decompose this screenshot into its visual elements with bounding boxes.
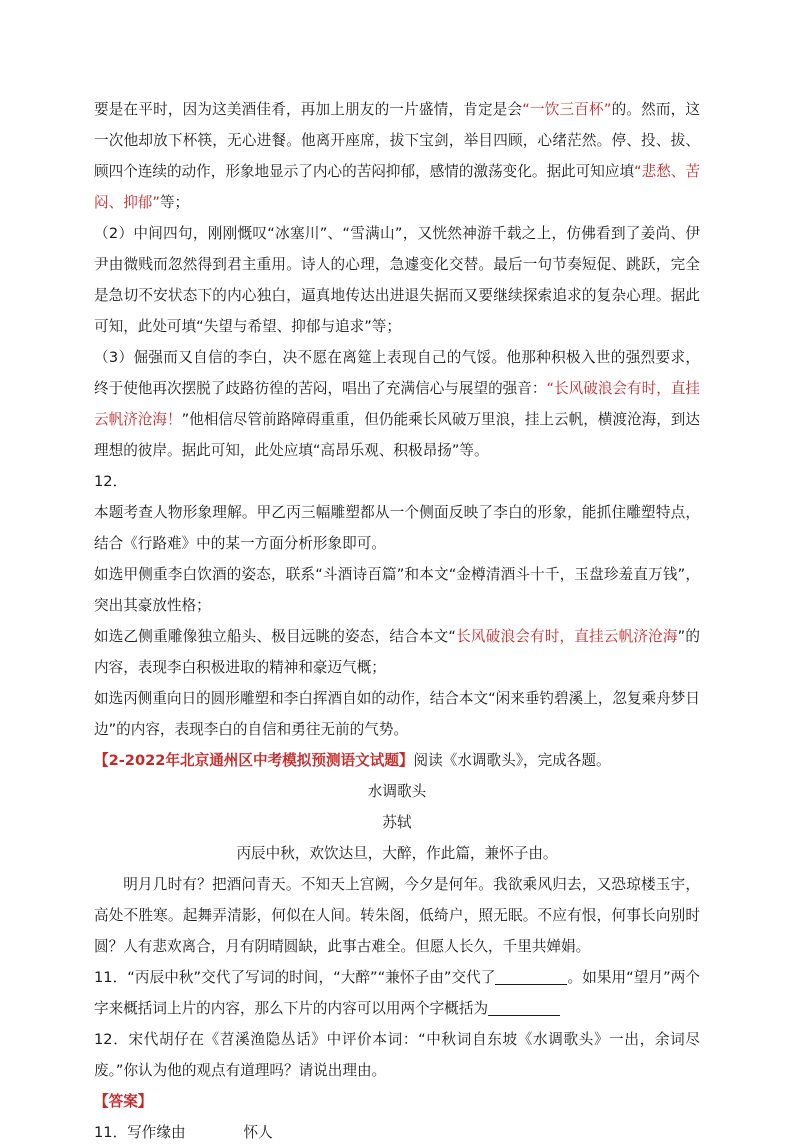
poem-title: 水调歌头 xyxy=(367,783,427,800)
poem-body: 明月几时有？把酒问青天。不知天上宫阙，今夕是何年。我欲乘风归去，又恐琼楼玉宇，高处不胜寒。起舞弄清影，何似在人间。转朱阁，低绮户，照无眠。不应有恨，何事长向别时圆？人有悲欢离合，月有阴晴圆缺，此事古难全。但愿人长久，千里共婵娟。 xyxy=(94,876,700,955)
question-11: 11．“丙辰中秋”交代了写词的时间，“大醉”“兼怀子由”交代了 。如果用“望月”两个字来概括词上片的内容，那么下片的内容可以用两个字概括为 xyxy=(94,962,700,1024)
question-12-number: 12． xyxy=(94,473,128,490)
analysis-paragraph-1: 要是在平时，因为这美酒佳肴，再加上朋友的一片盛情，肯定是会“一饮三百杯”的。然而，这一次他却放下杯筷，无心进餐。他离开座席，拔下宝剑，举目四顾，心绪茫然。停、投、拔、顾四个连续的动作，形象地显示了内心的苦闷抑郁，感情的激荡变化。据此可知应填“悲愁、苦闷、抑郁”等； xyxy=(94,101,700,211)
question-12b: 12．宋代胡仔在《苕溪渔隐丛话》中评价本词：“中秋词自东坡《水调歌头》一出，余词尽废。”你认为他的观点有道理吗？请说出理由。 xyxy=(94,1031,700,1079)
quote-highlight: “一饮三百杯” xyxy=(522,101,612,118)
poem-preface: 丙辰中秋，欢饮达旦，大醉，作此篇，兼怀子由。 xyxy=(236,845,558,862)
answer-label: 【答案】 xyxy=(94,1093,153,1110)
quote-highlight: “悲愁、苦闷、抑郁” xyxy=(94,163,700,211)
answer-blank[interactable] xyxy=(488,997,560,1016)
document-content xyxy=(94,94,700,1148)
poem-author: 苏轼 xyxy=(382,814,412,831)
answer-11: 11．写作缘由 怀人 xyxy=(94,1124,273,1141)
analysis-paragraph-3: （3）倔强而又自信的李白，决不愿在离筵上表现自己的气馁。他那种积极入世的强烈要求，终于使他再次摆脱了歧路彷徨的苦闷，唱出了充满信心与展望的强音：“长风破浪会有时，直挂云帆济沧海！”他相信尽管前路障碍重重，但仍能乘长风破万里浪，挂上云帆，横渡沧海，到达理想的彼岸。据此可知，此处应填“高昂乐观、积极昂扬”等。 xyxy=(94,349,700,459)
question-12-option-bing: 如选丙侧重向日的圆形雕塑和李白挥酒自如的动作，结合本文“闲来垂钓碧溪上，忽复乘舟梦日边”的内容，表现李白的自信和勇往无前的气势。 xyxy=(94,690,700,738)
question-12-option-yi: 如选乙侧重雕像独立船头、极目远眺的姿态，结合本文“长风破浪会有时，直挂云帆济沧海”的内容，表现李白积极进取的精神和豪迈气概； xyxy=(94,628,700,676)
analysis-paragraph-2: （2）中间四句，刚刚慨叹“冰塞川”、“雪满山”，又恍然神游千载之上，仿佛看到了姜尚、伊尹由微贱而忽然得到君主重用。诗人的心理，急遽变化交替。最后一句节奏短促、跳跃，完全是急切不安状态下的内心独白，逼真地传达出进退失据而又要继续探索追求的复杂心理。据此可知，此处可填“失望与希望、抑郁与追求”等； xyxy=(94,225,700,335)
question-12-intro: 本题考查人物形象理解。甲乙丙三幅雕塑都从一个侧面反映了李白的形象，能抓住雕塑特点，结合《行路难》中的某一方面分析形象即可。 xyxy=(94,504,700,552)
source-line: 【2-2022年北京通州区中考模拟预测语文试题】阅读《水调歌头》，完成各题。 xyxy=(94,752,611,769)
quote-highlight: 长风破浪会有时，直挂云帆济沧海 xyxy=(455,628,678,645)
source-tag: 【2-2022年北京通州区中考模拟预测语文试题】 xyxy=(94,752,414,769)
question-12-option-jia: 如选甲侧重李白饮酒的姿态，联系“斗酒诗百篇”和本文“金樽清酒斗十千，玉盘珍羞直万钱”，突出其豪放性格； xyxy=(94,566,700,614)
answer-blank[interactable] xyxy=(495,966,567,985)
quote-highlight: “长风破浪会有时，直挂云帆济沧海！ xyxy=(94,380,700,428)
